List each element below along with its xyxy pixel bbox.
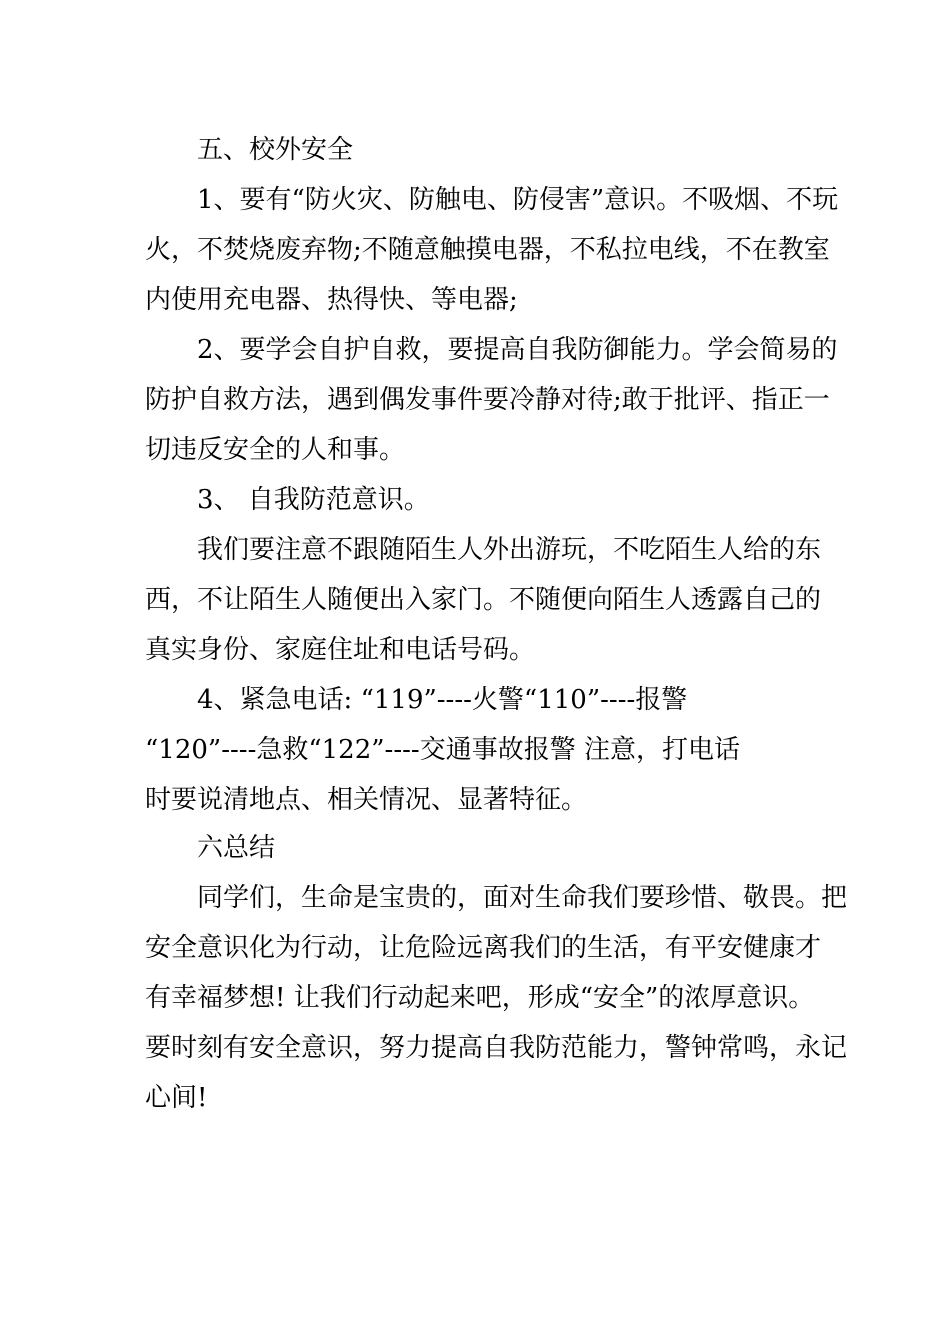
paragraph-line: 防护自救方法，遇到偶发事件要冷静对待;敢于批评、指正一 [145,385,830,415]
paragraph-line: 时要说清地点、相关情况、显著特征。 [145,785,588,815]
paragraph-line: 2、要学会自护自救，要提高自我防御能力。学会简易的 [197,335,838,365]
paragraph-line: 有幸福梦想! 让我们行动起来吧，形成“安全”的浓厚意识。 [145,983,815,1013]
paragraph-line: 1、要有“防火灾、防触电、防侵害”意识。不吸烟、不玩 [197,185,839,215]
paragraph-line: 我们要注意不跟随陌生人外出游玩，不吃陌生人给的东 [197,535,822,565]
paragraph-line: 内使用充电器、热得快、等电器; [145,285,518,315]
paragraph-line: 同学们，生命是宝贵的，面对生命我们要珍惜、敬畏。把 [197,883,848,913]
paragraph-line: 火，不焚烧废弃物;不随意触摸电器，不私拉电线，不在教室 [145,235,830,265]
section-heading-off-campus-safety: 五、校外安全 [197,135,354,165]
paragraph-line: 西，不让陌生人随便出入家门。不随便向陌生人透露自己的 [145,585,822,615]
paragraph-line: 4、紧急电话: “119”----火警“110”----报警 [197,685,688,715]
paragraph-line: “120”----急救“122”----交通事故报警 注意，打电话 [145,735,740,765]
paragraph-line: 要时刻有安全意识，努力提高自我防范能力，警钟常鸣，永记 [145,1033,848,1063]
section-heading-summary: 六总结 [197,833,276,863]
paragraph-line: 切违反安全的人和事。 [145,435,406,465]
paragraph-line: 心间! [145,1083,208,1113]
paragraph-line: 3、 自我防范意识。 [197,485,430,515]
paragraph-line: 真实身份、家庭住址和电话号码。 [145,635,536,665]
paragraph-line: 安全意识化为行动，让危险远离我们的生活，有平安健康才 [145,933,822,963]
